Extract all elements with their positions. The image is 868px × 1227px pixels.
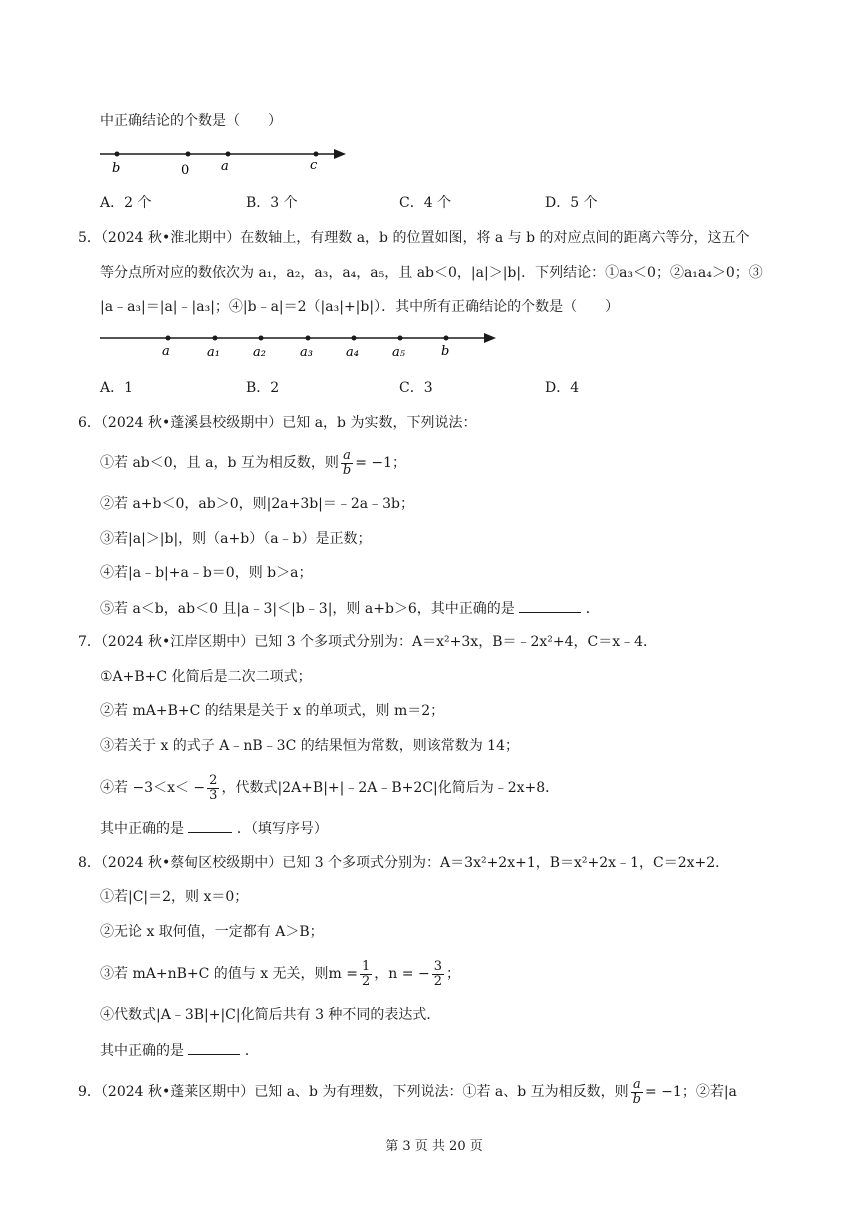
q6-statement-4: ④若|a﹣b|+a﹣b＝0，则 b＞a；	[100, 565, 313, 581]
q4-point-0	[186, 152, 191, 157]
q5-option-b[interactable]: B．2	[246, 380, 280, 396]
q5-line-1: 5．（2024 秋•淮北期中）在数轴上，有理数 a，b 的位置如图，将 a 与 b 的对应点间的距离六等分，这五个	[78, 230, 750, 246]
q8-statement-3	[100, 957, 460, 991]
q4-arrow-icon	[334, 149, 346, 159]
q5-label-a: a	[162, 344, 170, 359]
q8-s3-fraction-1: $\frac{1}{2}$	[362, 958, 371, 989]
q4-option-d[interactable]: D．5 个	[545, 195, 598, 211]
q6-s1-pre: ①若 ab＜0，且 a，b 互为相反数，则	[100, 455, 339, 471]
q5-point-a1	[213, 336, 218, 341]
q5-arrow-icon	[484, 333, 496, 343]
q5-point-a3	[306, 336, 311, 341]
q7-s4-pre: ④若 −3＜x＜ −	[100, 780, 206, 796]
q6-s5-post: ．	[585, 601, 600, 617]
q6-s1-fraction: $\frac{a}{b}$	[342, 447, 352, 478]
q8-statement-1: ①若|C|＝2，则 x＝0；	[100, 889, 249, 905]
q4-label-c: c	[310, 158, 318, 173]
q5-number-line	[98, 328, 508, 362]
q9-fraction: $\frac{a}{b}$	[632, 1076, 641, 1107]
q7-answer-post: ．（填写序号）	[236, 821, 328, 837]
q9-post: = −1；②若|a	[645, 1084, 737, 1100]
q7-answer-blank[interactable]	[188, 818, 232, 833]
q7-s4-post: ，代数式|2A+B|+|﹣2A﹣B+2C|化简后为﹣2x+8．	[221, 780, 560, 796]
q5-label-b: b	[441, 344, 450, 359]
page-footer: 第 3 页 共 20 页	[385, 1139, 483, 1154]
q5-label-a3: a₃	[300, 345, 313, 360]
q4-label-a: a	[221, 159, 229, 174]
q6-answer-blank[interactable]	[519, 598, 581, 613]
q5-point-a2	[259, 336, 264, 341]
q6-statement-1	[100, 446, 406, 480]
q4-option-c[interactable]: C．4 个	[399, 195, 452, 211]
q8-statement-4: ④代数式|A﹣3B|+|C|化简后共有 3 种不同的表达式．	[100, 1007, 441, 1023]
q5-label-a2: a₂	[253, 345, 266, 360]
q6-stem: 6．（2024 秋•蓬溪县校级期中）已知 a，b 为实数，下列说法：	[78, 415, 477, 431]
q9-pre: 9．（2024 秋•蓬莱区期中）已知 a、b 为有理数，下列说法：①若 a、b 互为相反数，则	[78, 1084, 629, 1100]
q7-statement-1: ①A+B+C 化简后是二次二项式；	[100, 669, 312, 685]
q7-statement-2: ②若 mA+B+C 的结果是关于 x 的单项式，则 m＝2；	[100, 703, 445, 719]
q7-stem: 7．（2024 秋•江岸区期中）已知 3 个多项式分别为：A＝x²+3x，B＝﹣2x²+4，C＝x﹣4．	[78, 634, 658, 650]
q8-s3-mid: ，n = −	[374, 966, 430, 982]
q5-point-b	[444, 336, 449, 341]
q7-answer-line	[100, 818, 328, 839]
q4-option-b[interactable]: B．3 个	[246, 195, 298, 211]
q7-s4-fraction: $\frac{2}{3}$	[209, 772, 218, 803]
q5-option-c[interactable]: C．3	[399, 380, 433, 396]
q4-point-a	[226, 152, 231, 157]
q5-point-a4	[352, 336, 357, 341]
q5-label-a4: a₄	[346, 345, 359, 360]
q9-stem	[78, 1075, 737, 1109]
q4-number-line	[98, 143, 358, 179]
q5-line-3: |a﹣a₃|＝|a|﹣|a₃|；④|b﹣a|＝2（|a₃|+|b|）．其中所有正确结论的个数是（ ）	[100, 299, 620, 315]
q7-answer-pre: 其中正确的是	[100, 821, 184, 837]
q5-point-a	[166, 336, 171, 341]
q8-answer-pre: 其中正确的是	[100, 1043, 184, 1059]
q5-point-a5	[398, 336, 403, 341]
q4-label-b: b	[112, 161, 121, 176]
q8-statement-2: ②无论 x 取何值，一定都有 A＞B；	[100, 924, 324, 940]
q5-option-a[interactable]: A．1	[100, 380, 134, 396]
q8-s3-pre: ③若 mA+nB+C 的值与 x 无关，则m =	[100, 966, 359, 982]
q4-point-b	[115, 152, 120, 157]
q5-label-a5: a₅	[392, 345, 405, 360]
q6-s1-post: = −1；	[355, 455, 407, 471]
q4-question-tail: 中正确结论的个数是（ ）	[100, 113, 282, 129]
q4-label-0: 0	[181, 163, 190, 178]
q8-answer-line	[100, 1040, 259, 1061]
q7-statement-3: ③若关于 x 的式子 A﹣nB﹣3C 的结果恒为常数，则该常数为 14；	[100, 738, 519, 754]
q4-option-a[interactable]: A．2 个	[100, 195, 152, 211]
q5-line-2: 等分点所对应的数依次为 a₁，a₂，a₃，a₄，a₅，且 ab＜0，|a|＞|b|．下列结论：①a₃＜0；②a₁a₄＞0；③	[100, 265, 763, 281]
q8-stem: 8．（2024 秋•蔡甸区校级期中）已知 3 个多项式分别为：A＝3x²+2x+1，B＝x²+2x﹣1，C＝2x+2．	[78, 855, 730, 871]
q6-statement-5	[100, 598, 600, 619]
q4-point-c	[314, 152, 319, 157]
q6-statement-3: ③若|a|＞|b|，则（a+b）（a﹣b）是正数；	[100, 531, 372, 547]
q7-statement-4	[100, 771, 559, 805]
q8-s3-post: ；	[445, 966, 460, 982]
q6-statement-2: ②若 a+b＜0，ab＞0，则|2a+3b|＝﹣2a﹣3b；	[100, 496, 415, 512]
q5-label-a1: a₁	[207, 345, 220, 360]
q6-s5-pre: ⑤若 a＜b，ab＜0 且|a﹣3|＜|b﹣3|，则 a+b＞6，其中正确的是	[100, 601, 515, 617]
q8-answer-post: ．	[244, 1043, 259, 1059]
q8-s3-fraction-2: $\frac{3}{2}$	[433, 958, 442, 989]
q5-option-d[interactable]: D．4	[545, 380, 580, 396]
q8-answer-blank[interactable]	[188, 1040, 240, 1055]
